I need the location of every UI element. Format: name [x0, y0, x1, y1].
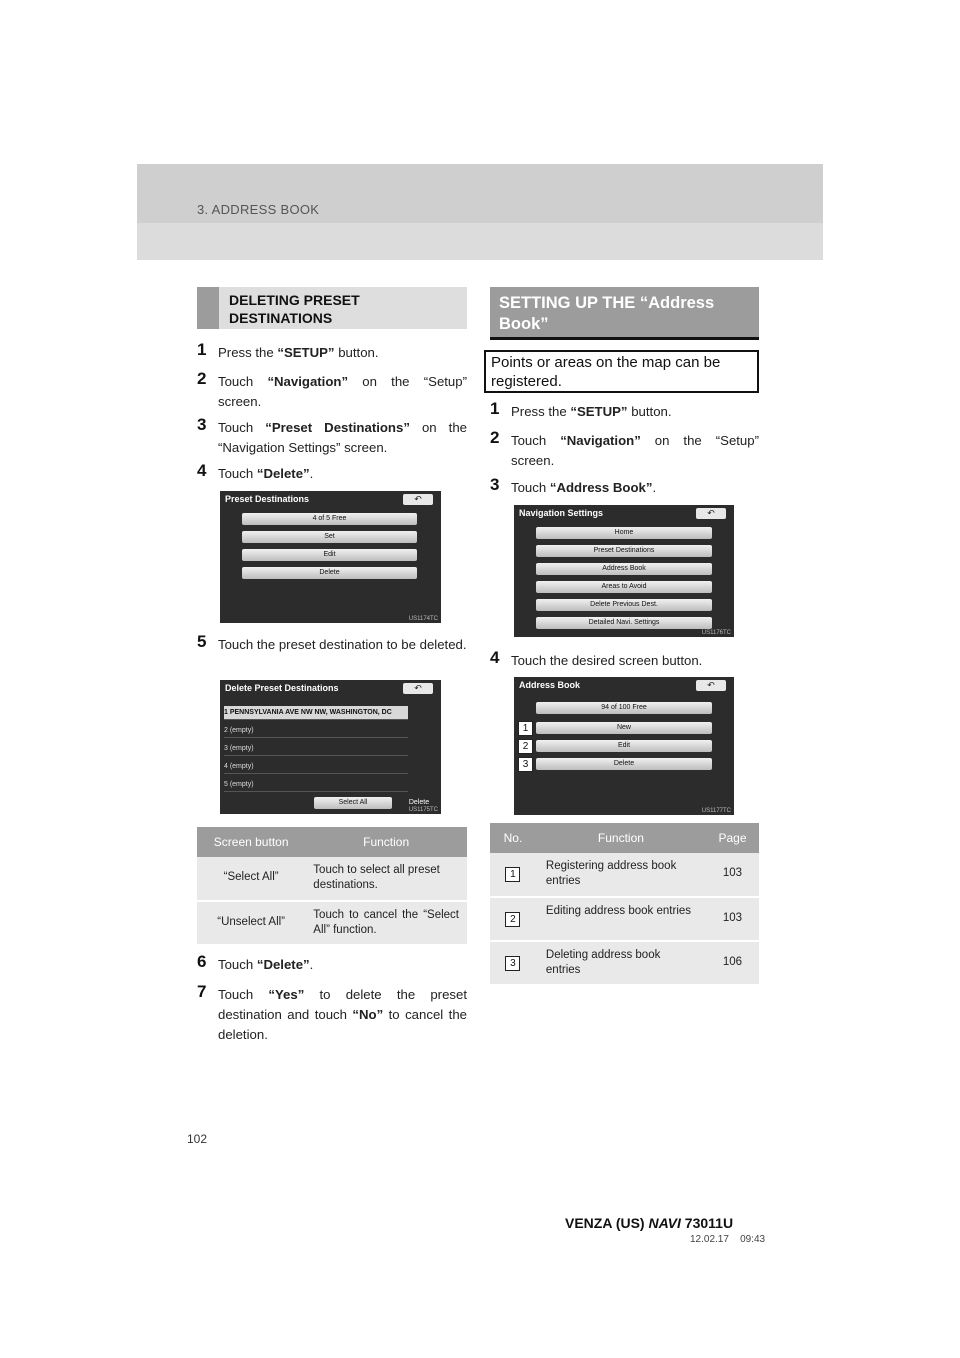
step-text: Press the [218, 345, 278, 360]
callout-marker: 2 [505, 912, 520, 927]
left-step-5 [197, 632, 467, 655]
table-cell: Deleting address book entries [536, 941, 706, 985]
column-header: Screen button [197, 827, 305, 857]
page-number: 102 [187, 1132, 208, 1146]
model-name: VENZA (US) [565, 1215, 645, 1231]
right-function-table [490, 823, 759, 986]
step-text: Press the [511, 404, 571, 419]
select-all-button: Select All [314, 797, 392, 809]
table-row [197, 901, 467, 945]
right-step-4 [490, 648, 759, 671]
step-number: 7 [197, 982, 207, 1001]
table-cell: “Unselect All” [197, 901, 305, 945]
step-keyword: “Yes” [268, 987, 305, 1002]
step-text: on the “Setup” screen. [218, 374, 467, 409]
step-text: Touch [218, 420, 266, 435]
step-number: 4 [490, 648, 500, 667]
table-cell: Editing address book entries [536, 897, 706, 941]
column-header: Page [706, 823, 759, 853]
step-keyword: “No” [352, 1007, 384, 1022]
column-header: Function [536, 823, 706, 853]
figure-code: US1174TC [408, 616, 438, 622]
step-text: on the “Navigation Settings” screen. [218, 420, 467, 455]
step-keyword: “Navigation” [267, 374, 349, 389]
step-number: 5 [197, 632, 207, 651]
step-keyword: “Address Book” [549, 480, 653, 495]
table-cell [490, 941, 536, 985]
callout-marker: 3 [505, 956, 520, 971]
heading-bar [197, 287, 219, 329]
step-text: Touch the desired screen button. [511, 653, 703, 668]
edit-button: Edit [242, 549, 417, 561]
address-book-button: Address Book [536, 563, 712, 575]
screen-title: Delete Preset Destinations [225, 683, 339, 693]
step-number: 2 [490, 428, 500, 447]
table-cell: Registering address book entries [536, 853, 706, 897]
edit-button: Edit [536, 740, 712, 752]
step-keyword: “Preset Destinations” [265, 420, 410, 435]
column-header: Function [305, 827, 467, 857]
step-text: . [309, 957, 314, 972]
callout-marker: 1 [518, 721, 533, 736]
table-cell [490, 897, 536, 941]
step-text: Touch [218, 374, 268, 389]
step-keyword: “Delete” [256, 466, 310, 481]
print-date: 12.02.17 [690, 1234, 729, 1245]
step-text: Touch [218, 987, 269, 1002]
back-icon: ↶ [696, 508, 726, 519]
new-button: New [536, 722, 712, 734]
step-text: Touch the preset destination to be deleted. [218, 637, 467, 652]
left-step-3 [197, 415, 467, 458]
table-cell: Touch to select all preset destinations. [305, 857, 467, 901]
delete-preset-destinations-screen [220, 680, 441, 814]
navigation-settings-screen [514, 505, 734, 637]
preset-destinations-button: Preset Destinations [536, 545, 712, 557]
left-step-1 [197, 340, 467, 363]
table-row [490, 897, 759, 941]
step-number: 1 [490, 399, 500, 418]
model-navi: NAVI [648, 1215, 681, 1231]
table-cell: 103 [706, 897, 759, 941]
left-function-table [197, 827, 467, 946]
model-code: 73011U [684, 1215, 734, 1231]
step-text: . [309, 466, 314, 481]
destination-row: 5 (empty) [224, 778, 408, 792]
table-cell: 106 [706, 941, 759, 985]
header-band [137, 164, 823, 260]
step-keyword: “Delete” [256, 957, 310, 972]
step-text: to delete the preset destination and touch [218, 987, 467, 1022]
step-text: Touch [511, 433, 561, 448]
callout-marker: 2 [518, 739, 533, 754]
table-row [490, 853, 759, 897]
figure-code: US1175TC [408, 807, 438, 813]
step-number: 6 [197, 952, 207, 971]
print-stamp [690, 1234, 765, 1245]
delete-button: Delete [242, 567, 417, 579]
screen-title: Preset Destinations [225, 494, 310, 504]
screen-title: Address Book [519, 680, 581, 690]
step-text: Touch [511, 480, 550, 495]
address-book-screen [514, 677, 734, 815]
step-keyword: “SETUP” [570, 404, 628, 419]
step-number: 4 [197, 461, 207, 480]
step-text: button. [627, 404, 672, 419]
lead-text: Points or areas on the map can be registered. [491, 354, 721, 390]
set-button: Set [242, 531, 417, 543]
table-cell: “Select All” [197, 857, 305, 901]
table-cell: Touch to cancel the “Select All” function. [305, 901, 467, 945]
step-text: to cancel the deletion. [218, 1007, 467, 1042]
step-number: 1 [197, 340, 207, 359]
right-heading-text: SETTING UP THE “Address Book” [499, 294, 715, 333]
screen-title: Navigation Settings [519, 508, 604, 518]
left-section-heading [197, 287, 467, 329]
destination-row: 3 (empty) [224, 742, 408, 756]
callout-marker: 1 [505, 867, 520, 882]
left-step-4 [197, 461, 467, 484]
destination-row: 4 (empty) [224, 760, 408, 774]
right-step-2 [490, 428, 759, 471]
detailed-navi-settings-button: Detailed Navi. Settings [536, 617, 712, 629]
delete-label: Delete [408, 799, 430, 806]
step-text: . [652, 480, 657, 495]
figure-code: US1176TC [701, 630, 731, 636]
destination-row: 2 (empty) [224, 724, 408, 738]
step-number: 3 [197, 415, 207, 434]
column-header: No. [490, 823, 536, 853]
step-text: button. [334, 345, 379, 360]
step-text: Touch [218, 466, 257, 481]
free-count-button: 4 of 5 Free [242, 513, 417, 525]
left-step-2 [197, 369, 467, 412]
back-icon: ↶ [696, 680, 726, 691]
table-cell: 103 [706, 853, 759, 897]
preset-destinations-screen [220, 491, 441, 623]
print-time: 09:43 [740, 1234, 766, 1245]
table-cell [490, 853, 536, 897]
step-keyword: “SETUP” [277, 345, 335, 360]
areas-to-avoid-button: Areas to Avoid [536, 581, 712, 593]
step-text: Touch [218, 957, 257, 972]
step-number: 2 [197, 369, 207, 388]
home-button: Home [536, 527, 712, 539]
back-icon: ↶ [403, 683, 433, 694]
lead-box [484, 350, 759, 393]
step-keyword: “Navigation” [560, 433, 641, 448]
free-count-button: 94 of 100 Free [536, 702, 712, 714]
table-row [197, 857, 467, 901]
destination-row: 1 PENNSYLVANIA AVE NW NW, WASHINGTON, DC [224, 706, 408, 720]
back-icon: ↶ [403, 494, 433, 505]
delete-previous-dest-button: Delete Previous Dest. [536, 599, 712, 611]
right-step-1 [490, 399, 759, 422]
table-row [490, 941, 759, 985]
step-text: on the “Setup” screen. [511, 433, 759, 468]
model-label [565, 1215, 733, 1231]
right-section-heading [490, 287, 759, 340]
delete-button: Delete [536, 758, 712, 770]
right-step-3 [490, 475, 759, 498]
figure-code: US1177TC [701, 808, 731, 814]
left-heading-text: DELETING PRESET DESTINATIONS [229, 292, 360, 326]
left-step-6 [197, 952, 467, 975]
left-step-7 [197, 982, 467, 1045]
callout-marker: 3 [518, 757, 533, 772]
section-title: 3. ADDRESS BOOK [197, 202, 320, 217]
step-number: 3 [490, 475, 500, 494]
